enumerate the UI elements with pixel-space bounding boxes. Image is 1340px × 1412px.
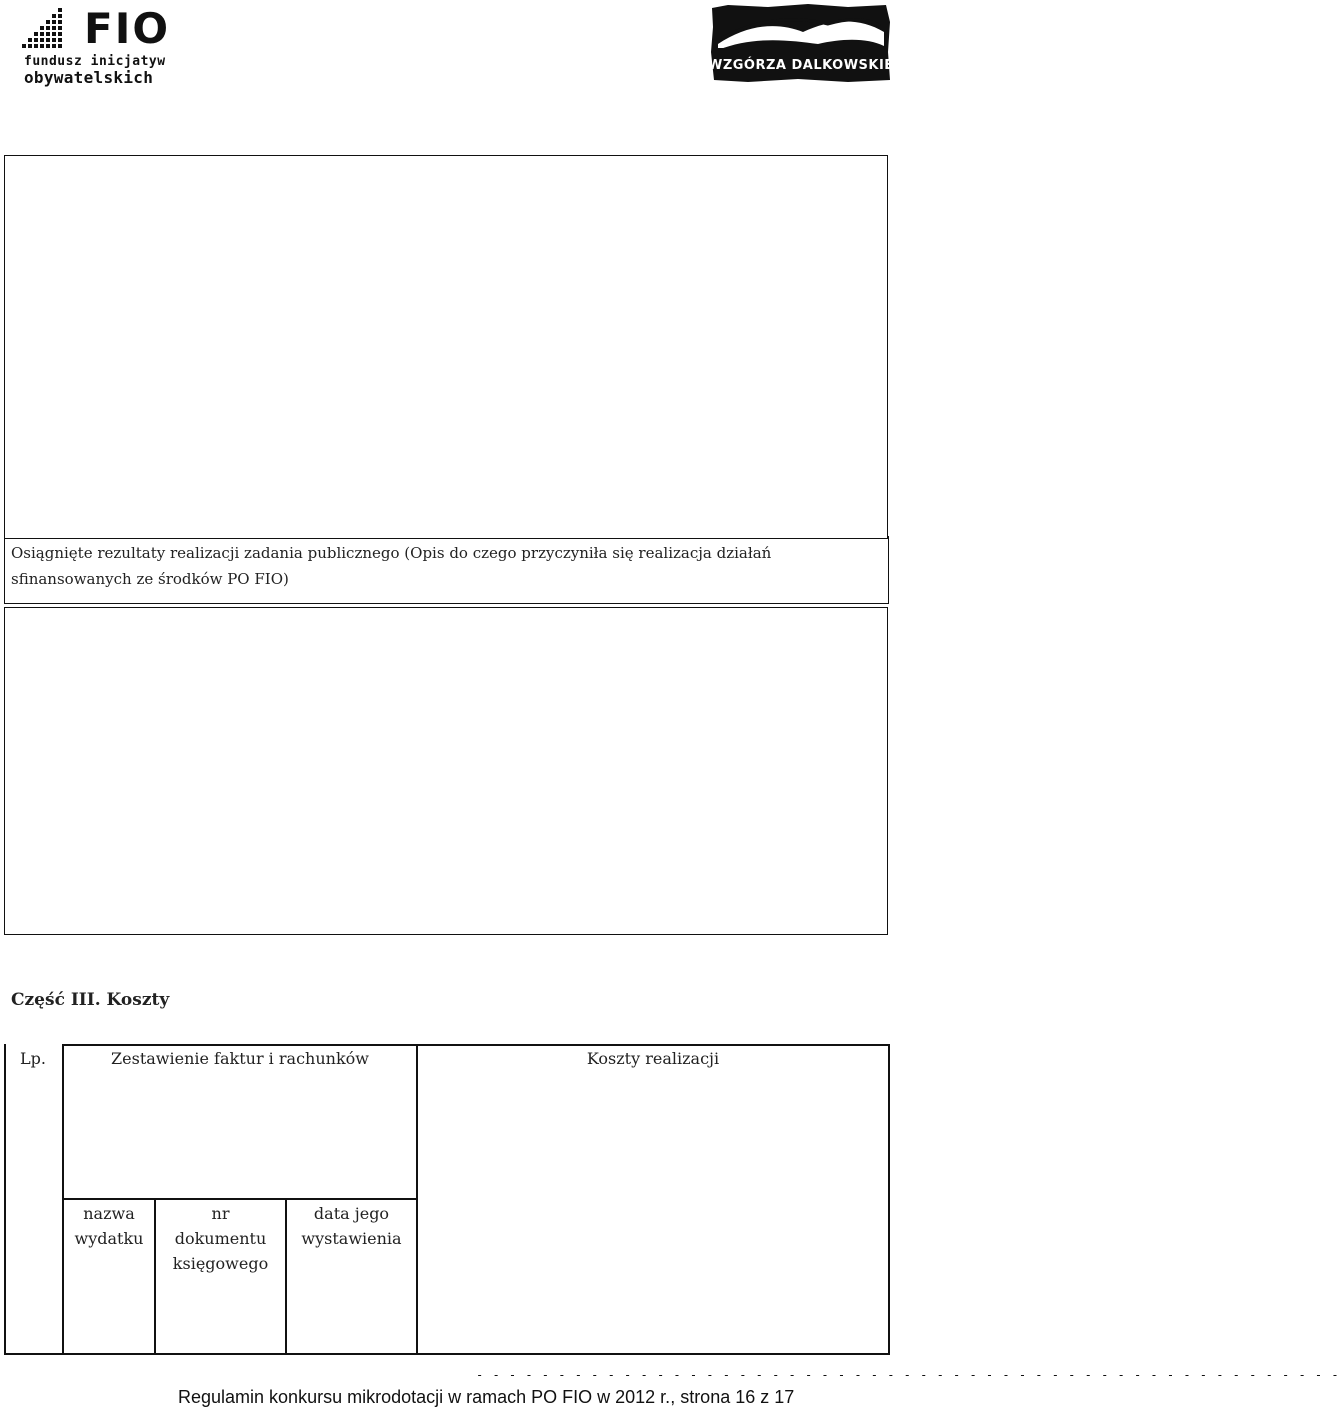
footer-text: Regulamin konkursu mikrodotacji w ramach PO FIO w 2012 r., strona 16 z 17 <box>178 1387 795 1407</box>
wzgorza-logo-text: WZGÓRZA DALKOWSKIE <box>708 58 894 73</box>
description-box <box>4 155 888 539</box>
col-expense-name: nazwa wydatku <box>74 1204 144 1248</box>
fio-logo-line1: fundusz inicjatyw <box>24 54 166 69</box>
fio-dots-icon <box>22 6 82 50</box>
col-lp: Lp. <box>20 1049 46 1068</box>
wzgorza-logo <box>708 2 892 84</box>
fio-logo-line2: obywatelskich <box>24 68 154 87</box>
fio-logo <box>22 6 182 88</box>
col-costs: Koszty realizacji <box>586 1049 720 1068</box>
col-invoices: Zestawienie faktur i rachunków <box>111 1049 369 1068</box>
footer-separator: - - - - - - - - - - - - - - - - - - - - - - - - - - - - - - - - - - - - - - - - - - - - - - - - - - - - - <box>476 1368 1340 1382</box>
col-issue-date: data jego wystawienia <box>301 1204 402 1248</box>
col-document-no: nr dokumentu księgowego <box>172 1204 269 1273</box>
results-box <box>4 607 888 935</box>
costs-heading: Część III. Koszty <box>11 990 170 1010</box>
fio-logo-word: FIO <box>84 4 171 53</box>
results-label: Osiągnięte rezultaty realizacji zadania publicznego (Opis do czego przyczyniła się realizacja działań sfinansowanych ze środków PO FIO) <box>4 536 889 604</box>
